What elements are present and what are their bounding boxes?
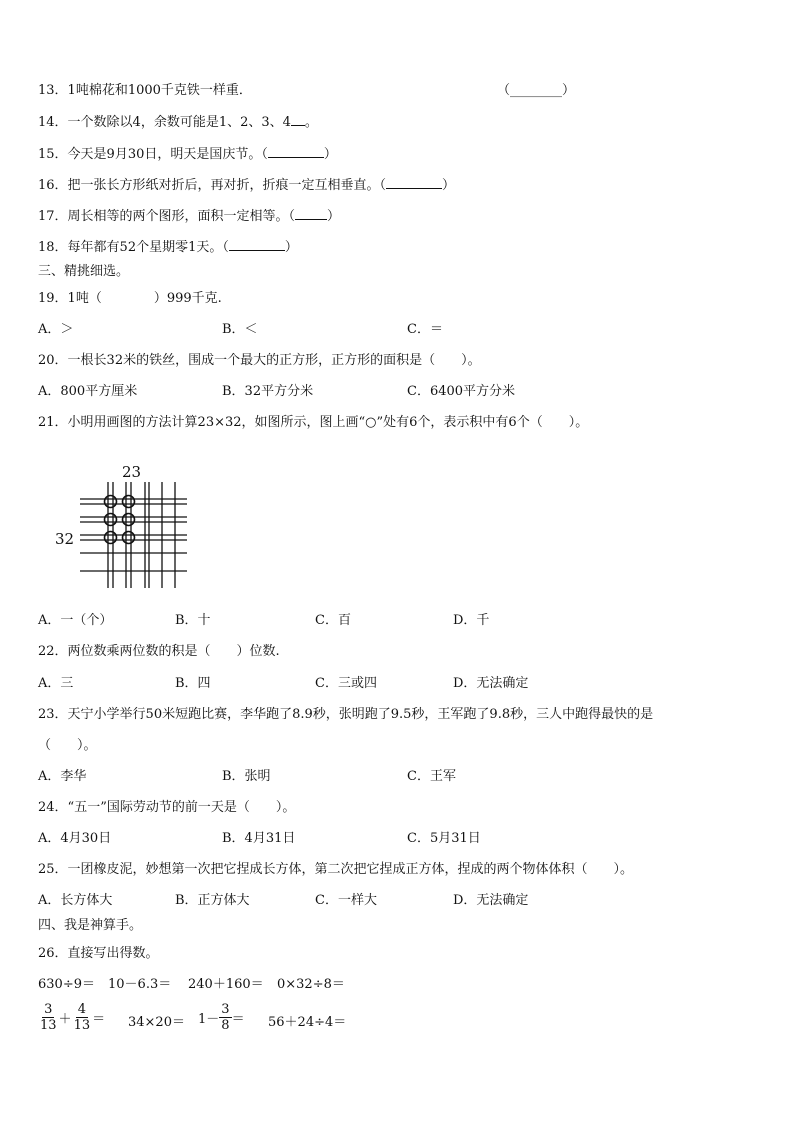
question-25-option-c[interactable]: C．一样大	[315, 893, 377, 908]
question-23-option-b[interactable]: B．张明	[222, 769, 271, 784]
grid-circle-marker	[123, 532, 135, 544]
calc-item-8[interactable]: 56＋24÷4＝	[268, 1015, 347, 1030]
fraction-numerator: 4	[77, 1002, 86, 1017]
question-16-close-paren: ）	[442, 178, 456, 193]
question-21-option-d[interactable]: D．千	[453, 613, 490, 628]
question-14-suffix: 。	[304, 115, 318, 130]
section-3-heading: 三、精挑细选。	[38, 264, 130, 279]
question-22-option-c[interactable]: C．三或四	[315, 676, 377, 691]
question-21-option-c[interactable]: C．百	[315, 613, 351, 628]
question-18-blank[interactable]	[229, 238, 285, 251]
question-13-text: 13．1吨棉花和1000千克铁一样重．	[38, 83, 252, 98]
fraction-denominator: 13	[40, 1018, 57, 1033]
question-15-close-paren: ）	[323, 147, 337, 162]
calc-item-6[interactable]: 34×20＝	[128, 1015, 185, 1030]
question-25-option-b[interactable]: B．正方体大	[175, 893, 250, 908]
question-19-option-a[interactable]: A．＞	[38, 322, 74, 337]
question-18-close-paren: ）	[284, 240, 298, 255]
question-23: 23．天宁小学举行50米短跑比赛，李华跑了8.9秒，张明跑了9.5秒，王军跑了9.8秒，三人中跑得最快的是	[38, 707, 654, 722]
question-24-option-c[interactable]: C．5月31日	[407, 831, 481, 846]
question-16-text: 16．把一张长方形纸对折后，再对折，折痕一定互相垂直。（	[38, 178, 387, 193]
calc-item-1[interactable]: 630÷9＝	[38, 977, 95, 992]
question-15-blank[interactable]	[268, 145, 324, 158]
fraction-numerator: 3	[221, 1002, 230, 1017]
calc-item-5[interactable]	[38, 1002, 105, 1033]
question-19-option-c[interactable]: C．＝	[407, 322, 443, 337]
calc-item-7[interactable]	[198, 1002, 245, 1033]
fraction-denominator: 8	[221, 1018, 230, 1033]
question-25: 25．一团橡皮泥，妙想第一次把它捏成长方体，第二次把它捏成正方体，捏成的两个物体体积（ ）。	[38, 862, 634, 877]
question-25-option-a[interactable]: A．长方体大	[38, 893, 113, 908]
fraction-3-13	[38, 1002, 59, 1033]
question-22-option-d[interactable]: D．无法确定	[453, 676, 529, 691]
section-4-heading: 四、我是神算手。	[38, 918, 143, 933]
fraction-3-8	[219, 1002, 231, 1033]
question-15	[38, 145, 337, 164]
fraction-denominator: 13	[73, 1018, 91, 1033]
question-14	[38, 113, 318, 132]
question-19: 19．1吨（ ）999千克.	[38, 291, 222, 306]
fraction-4-13	[72, 1002, 93, 1033]
calc-item-3[interactable]: 240＋160＝	[188, 977, 264, 992]
question-19-option-b[interactable]: B．＜	[222, 322, 258, 337]
grid-left-label: 32	[55, 530, 75, 548]
grid-circle-marker	[123, 496, 135, 508]
grid-circle-marker	[105, 514, 117, 526]
question-14-text: 14．一个数除以4，余数可能是1、2、3、4	[38, 115, 291, 130]
question-24-option-a[interactable]: A．4月30日	[38, 831, 112, 846]
question-13-answer-blank[interactable]: （________）	[497, 83, 576, 98]
grid-circle-marker	[105, 532, 117, 544]
question-16-blank[interactable]	[386, 176, 442, 189]
question-13	[38, 82, 252, 100]
plus-sign: ＋	[58, 1012, 72, 1027]
question-16	[38, 176, 455, 195]
fraction-numerator: 3	[44, 1002, 53, 1017]
question-21-option-a[interactable]: A．一（个）	[38, 613, 113, 628]
question-24-option-b[interactable]: B．4月31日	[222, 831, 296, 846]
question-17-text: 17．周长相等的两个图形，面积一定相等。（	[38, 209, 296, 224]
question-25-option-d[interactable]: D．无法确定	[453, 893, 529, 908]
question-22: 22．两位数乘两位数的积是（ ）位数.	[38, 644, 280, 659]
question-26: 26．直接写出得数。	[38, 946, 159, 961]
grid-circle-marker	[105, 496, 117, 508]
question-20-option-b[interactable]: B．32平方分米	[222, 384, 314, 399]
question-23-option-c[interactable]: C．王军	[407, 769, 456, 784]
question-20: 20．一根长32米的铁丝，围成一个最大的正方形，正方形的面积是（ ）。	[38, 353, 481, 368]
question-21-option-b[interactable]: B．十	[175, 613, 211, 628]
grid-top-label: 23	[122, 463, 142, 481]
question-22-option-b[interactable]: B．四	[175, 676, 211, 691]
question-20-option-a[interactable]: A．800平方厘米	[38, 384, 138, 399]
calc-item-2[interactable]: 10－6.3＝	[108, 977, 172, 992]
equals-sign: ＝	[92, 1012, 106, 1027]
question-17-close-paren: ）	[327, 209, 341, 224]
question-21: 21．小明用画图的方法计算23×32，如图所示，图上画“○”处有6个，表示积中有6个（ ）。	[38, 415, 589, 430]
question-14-blank[interactable]	[291, 113, 305, 126]
question-18	[38, 238, 298, 257]
question-23-option-a[interactable]: A．李华	[38, 769, 87, 784]
question-15-text: 15．今天是9月30日，明天是国庆节。（	[38, 147, 268, 162]
question-18-text: 18．每年都有52个星期零1天。（	[38, 240, 229, 255]
one-minus: 1－	[198, 1012, 220, 1027]
question-20-option-c[interactable]: C．6400平方分米	[407, 384, 516, 399]
question-24: 24．“五一”国际劳动节的前一天是（ ）。	[38, 800, 296, 815]
grid-circle-marker	[123, 514, 135, 526]
question-17	[38, 207, 340, 226]
multiplication-grid-figure	[50, 458, 200, 590]
question-17-blank[interactable]	[295, 207, 327, 220]
question-22-option-a[interactable]: A．三	[38, 676, 74, 691]
question-23-continuation: （ ）。	[38, 738, 97, 753]
equals-sign: ＝	[231, 1012, 245, 1027]
calc-item-4[interactable]: 0×32÷8＝	[277, 977, 345, 992]
